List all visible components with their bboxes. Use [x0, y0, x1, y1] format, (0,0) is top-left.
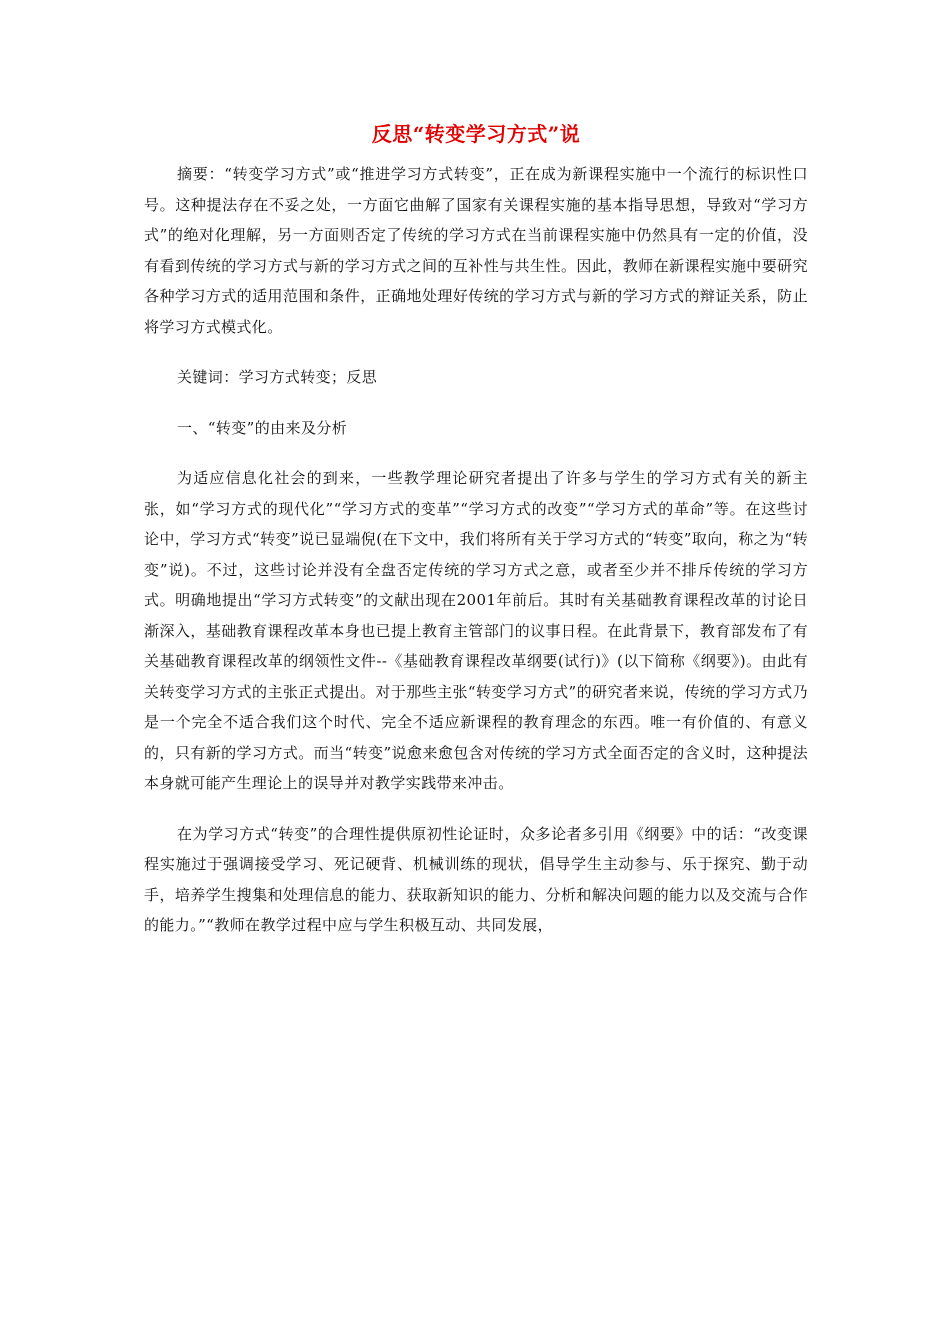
body-paragraph: 为适应信息化社会的到来，一些教学理论研究者提出了许多与学生的学习方式有关的新主张，如“学习方式的现代化”“学习方式的变革”“学习方式的改变”“学习方式的革命”等。在这些讨论中，学习方式“转变”说已显端倪(在下文中，我们将所有关于学习方式的“转变”取向，称之为“转变”说)。不过，这些讨论并没有全盘否定传统的学习方式之意，或者至少并不排斥传统的学习方式。明确地提出“学习方式转变”的文献出现在2001年前后。其时有关基础教育课程改革的讨论日渐深入，基础教育课程改革本身也已提上教育主管部门的议事日程。在此背景下，教育部发布了有关基础教育课程改革的纲领性文件--《基础教育课程改革纲要(试行)》(以下简称《纲要》)。由此有关转变学习方式的主张正式提出。对于那些主张“转变学习方式”的研究者来说，传统的学习方式乃是一个完全不适合我们这个时代、完全不适应新课程的教育理念的东西。唯一有价值的、有意义的，只有新的学习方式。而当“转变”说愈来愈包含对传统的学习方式全面否定的含义时，这种提法本身就可能产生理论上的误导并对教学实践带来冲击。 — [144, 469, 808, 792]
abstract-paragraph: 摘要：“转变学习方式”或“推进学习方式转变”，正在成为新课程实施中一个流行的标识性口号。这种提法存在不妥之处，一方面它曲解了国家有关课程实施的基本指导思想，导致对“学习方式”的绝对化理解，另一方面则否定了传统的学习方式在当前课程实施中仍然具有一定的价值，没有看到传统的学习方式与新的学习方式之间的互补性与共生性。因此，教师在新课程实施中要研究各种学习方式的适用范围和条件，正确地处理好传统的学习方式与新的学习方式的辩证关系，防止将学习方式模式化。 — [144, 165, 808, 336]
spacer — [144, 342, 808, 362]
section-heading: 一、“转变”的由来及分析 — [177, 418, 348, 437]
body-paragraph: 在为学习方式“转变”的合理性提供原初性论证时，众多论者多引用《纲要》中的话：“改变课程实施过于强调接受学习、死记硬背、机械训练的现状，倡导学生主动参与、乐于探究、勤于动手，培养学生搜集和处理信息的能力、获取新知识的能力、分析和解决问题的能力以及交流与合作的能力。”“教师在教学过程中应与学生积极互动、共同发展， — [144, 824, 808, 934]
spacer — [144, 393, 808, 413]
spacer — [144, 443, 808, 463]
spacer — [144, 799, 808, 819]
keywords-line: 关键词：学习方式转变；反思 — [177, 368, 378, 386]
document-title: 反思“转变学习方式”说 — [371, 122, 581, 146]
document-body — [144, 118, 808, 941]
